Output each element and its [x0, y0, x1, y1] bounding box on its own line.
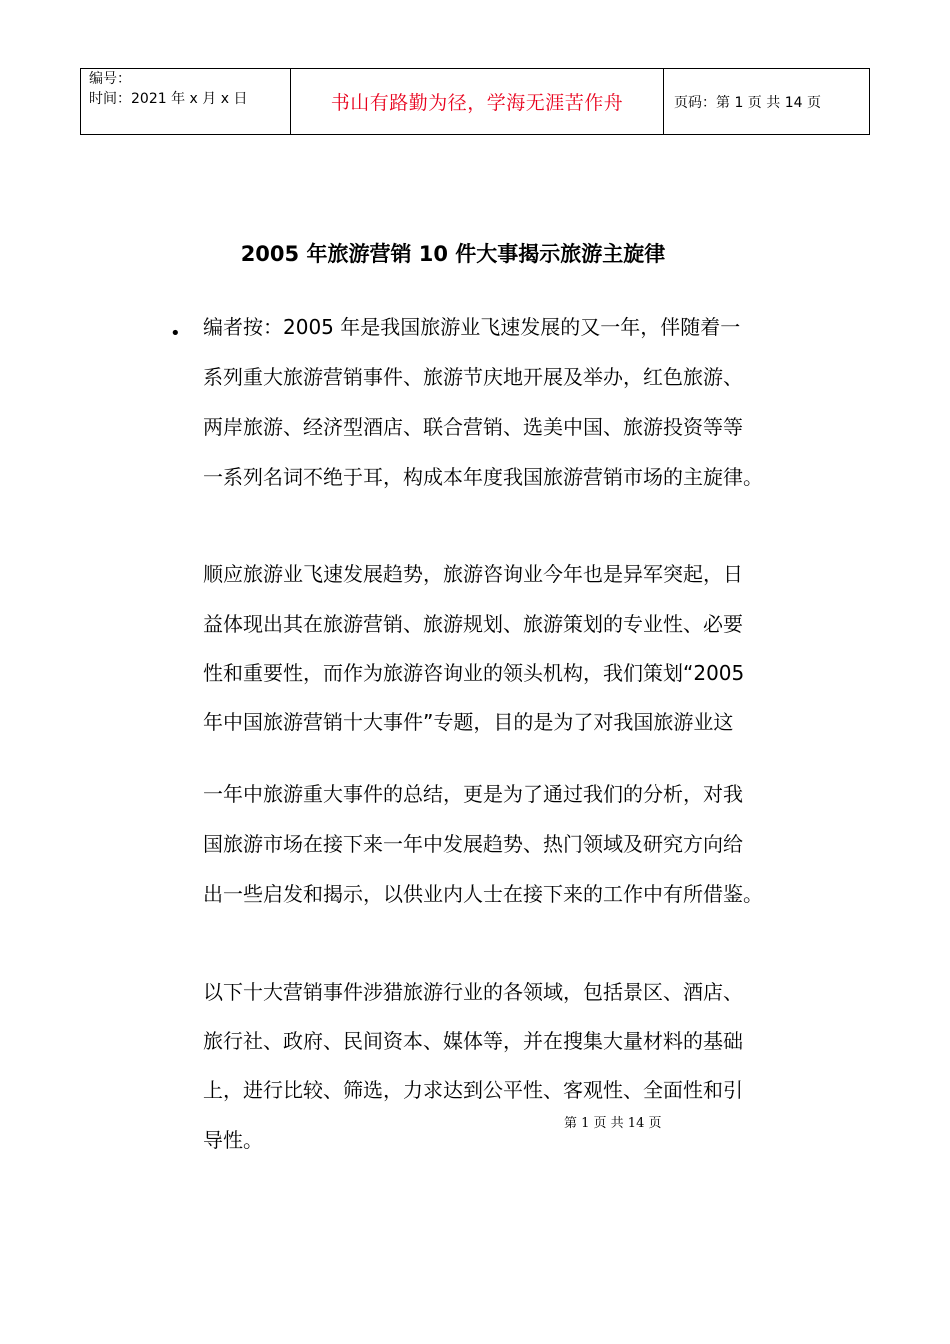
document-header-table — [80, 68, 870, 135]
document-date-label: 时间：2021 年 x 月 x 日 — [89, 91, 248, 107]
paragraph-line: 导性。 — [203, 1128, 263, 1152]
paragraph-line: 以下十大营销事件涉猎旅游行业的各领域，包括景区、酒店、 — [203, 980, 743, 1004]
document-number-label: 编号： — [89, 71, 131, 87]
paragraph-line: 出一些启发和揭示，以供业内人士在接下来的工作中有所借鉴。 — [203, 882, 763, 906]
paragraph-line: 年中国旅游营销十大事件”专题，目的是为了对我国旅游业这 — [203, 710, 734, 734]
paragraph-line: 顺应旅游业飞速发展趋势，旅游咨询业今年也是异军突起，日 — [203, 562, 743, 586]
paragraph-line: 益体现出其在旅游营销、旅游规划、旅游策划的专业性、必要 — [203, 612, 743, 636]
bullet-dot-icon: • — [170, 323, 181, 344]
header-meta-cell — [81, 69, 291, 135]
paragraph-line: 性和重要性，而作为旅游咨询业的领头机构，我们策划“2005 — [203, 661, 745, 685]
paragraph-line: 一年中旅游重大事件的总结，更是为了通过我们的分析，对我 — [203, 782, 743, 806]
document-title: 2005 年旅游营销 10 件大事揭示旅游主旋律 — [240, 242, 666, 266]
header-motto: 书山有路勤为径，学海无涯苦作舟 — [291, 69, 664, 135]
paragraph-line: 旅行社、政府、民间资本、媒体等，并在搜集大量材料的基础 — [203, 1029, 743, 1053]
paragraph-line: 两岸旅游、经济型酒店、联合营销、选美中国、旅游投资等等 — [203, 415, 743, 439]
paragraph-line: 编者按：2005 年是我国旅游业飞速发展的又一年，伴随着一 — [203, 315, 741, 339]
page-footer: 第 1 页 共 14 页 — [564, 1116, 662, 1131]
paragraph-line: 上，进行比较、筛选，力求达到公平性、客观性、全面性和引 — [203, 1078, 743, 1102]
paragraph-line: 国旅游市场在接下来一年中发展趋势、热门领域及研究方向给 — [203, 832, 743, 856]
header-page-info: 页码：第 1 页 共 14 页 — [664, 69, 870, 135]
paragraph-line: 一系列名词不绝于耳，构成本年度我国旅游营销市场的主旋律。 — [203, 465, 763, 489]
paragraph-line: 系列重大旅游营销事件、旅游节庆地开展及举办，红色旅游、 — [203, 365, 743, 389]
